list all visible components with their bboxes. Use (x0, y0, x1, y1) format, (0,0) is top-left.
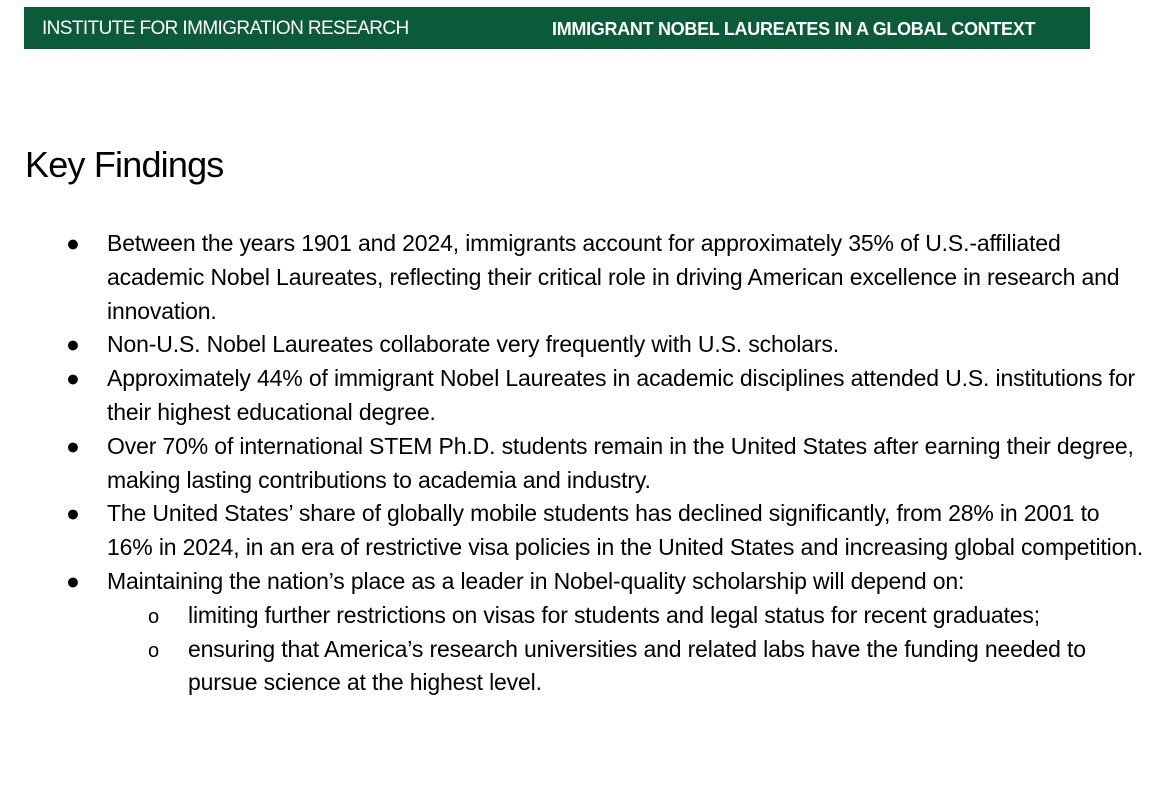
finding-text: Maintaining the nation’s place as a leader in Nobel-quality scholarship will depend on: (107, 567, 965, 594)
finding-text: Between the years 1901 and 2024, immigrants account for approximately 35% of U.S.-affiliated academic Nobel Laureates, reflecting their critical role in driving American excellence in research and innovation. (107, 230, 1120, 324)
section-title: Key Findings (25, 144, 224, 185)
bullet-icon: ● (66, 331, 80, 358)
bullet-icon: ● (66, 230, 80, 256)
hollow-bullet-icon: o (148, 605, 159, 628)
key-findings-list (0, 227, 1150, 700)
finding-item (0, 430, 1150, 498)
bullet-icon: ● (66, 500, 80, 527)
bullet-icon: ● (66, 432, 80, 459)
sub-finding-text: ensuring that America’s research universities and related labs have the funding needed to pursue science at the highest level. (188, 635, 1086, 696)
sub-finding-text: limiting further restrictions on visas for students and legal status for recent graduates; (188, 601, 1040, 628)
finding-item (0, 565, 1150, 700)
finding-item (0, 328, 1150, 362)
sub-finding-item (107, 599, 1150, 633)
finding-item (0, 497, 1150, 565)
organization-name: INSTITUTE FOR IMMIGRATION RESEARCH (42, 18, 409, 39)
finding-text: Over 70% of international STEM Ph.D. students remain in the United States after earning their degree, making lasting contributions to academia and industry. (107, 432, 1134, 493)
bullet-icon: ● (66, 567, 80, 594)
report-title: IMMIGRANT NOBEL LAUREATES IN A GLOBAL CONTEXT (552, 19, 1036, 39)
header-band (24, 7, 1090, 49)
sub-finding-item (107, 633, 1150, 701)
finding-item (0, 227, 1150, 328)
bullet-icon: ● (66, 365, 80, 392)
finding-text: The United States’ share of globally mobile students has declined significantly, from 28% in 2001 to 16% in 2024, in an era of restrictive visa policies in the United States and increasing global competition. (107, 500, 1144, 561)
hollow-bullet-icon: o (148, 639, 159, 662)
finding-text: Non-U.S. Nobel Laureates collaborate very frequently with U.S. scholars. (107, 331, 839, 358)
finding-text: Approximately 44% of immigrant Nobel Laureates in academic disciplines attended U.S. institutions for their highest educational degree. (107, 365, 1136, 425)
finding-item (0, 362, 1150, 430)
sub-findings-list (107, 599, 1150, 700)
